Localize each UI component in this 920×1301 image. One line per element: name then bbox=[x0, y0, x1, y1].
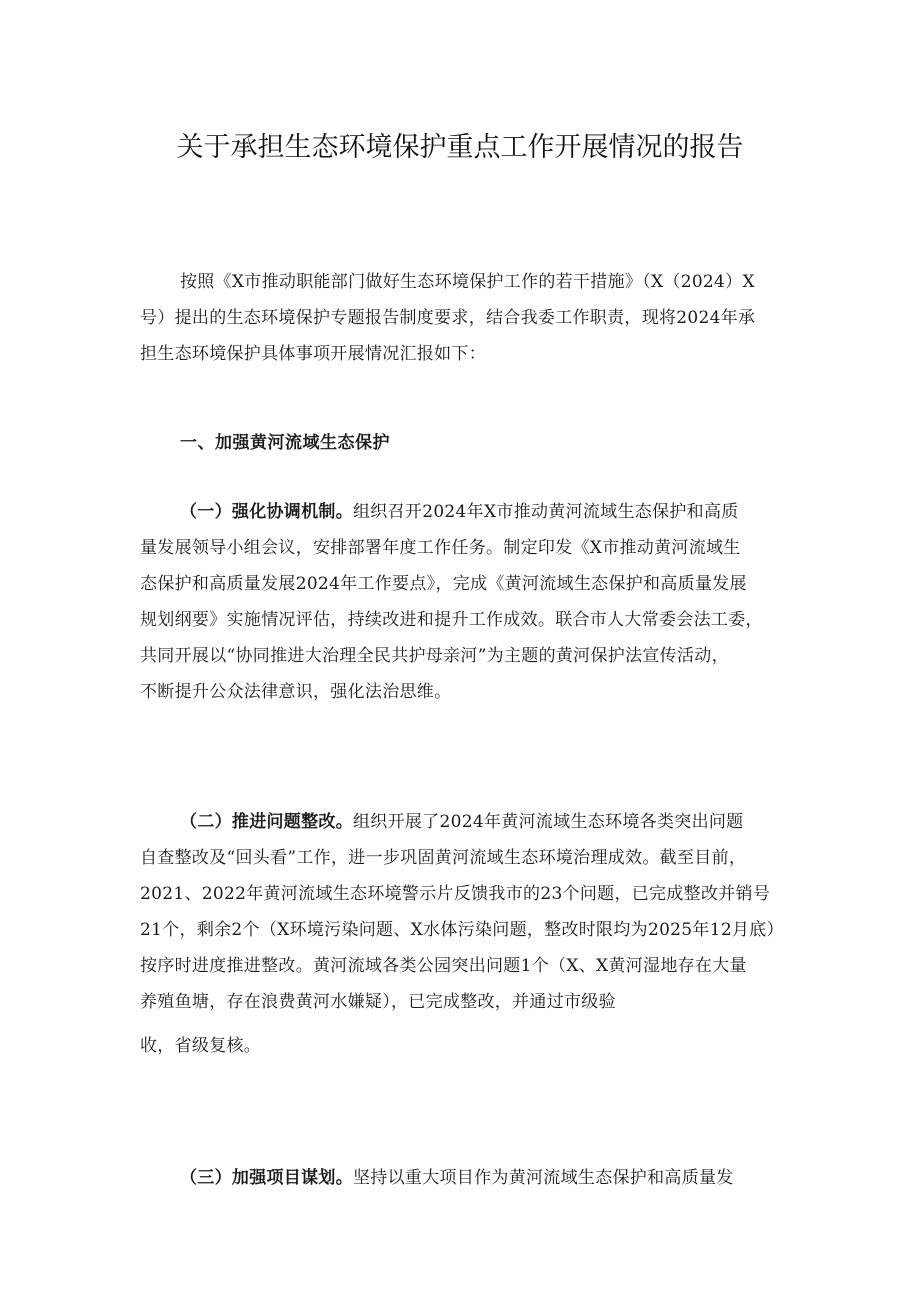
intro-paragraph bbox=[140, 264, 790, 372]
document-title: 关于承担生态环境保护重点工作开展情况的报告 bbox=[176, 132, 744, 163]
paragraph-line: 不断提升公众法律意识，强化法治思维。 bbox=[140, 682, 452, 702]
paragraph-line: 共同开展以“协同推进大治理全民共护母亲河”为主题的黄河保护法宣传活动， bbox=[140, 646, 729, 666]
paragraph-line: 按序时进度推进整改。黄河流域各类公园突出问题1个（X、X黄河湿地存在大量 bbox=[140, 956, 747, 976]
paragraph-first-line bbox=[140, 494, 790, 530]
paragraph-line: 态保护和高质量发展2024年工作要点》，完成《黄河流域生态保护和高质量发展 bbox=[140, 574, 747, 594]
paragraph-rectification bbox=[140, 804, 790, 1064]
paragraph-coordination bbox=[140, 494, 790, 710]
paragraph-line: 2021、2022年黄河流域生态环境警示片反馈我市的23个问题，已完成整改并销号 bbox=[140, 884, 771, 904]
paragraph-line: 养殖鱼塘，存在浪费黄河水嫌疑），已完成整改，并通过市级验 bbox=[140, 992, 616, 1012]
paragraph-line: 收，省级复核。 bbox=[140, 1036, 262, 1056]
paragraph-lead: （二）推进问题整改。 bbox=[180, 812, 353, 832]
intro-line: 号）提出的生态环境保护专题报告制度要求，结合我委工作职责，现将2024年承 bbox=[140, 308, 756, 328]
paragraph-text: 组织召开2024年X市推动黄河流域生态保护和高质 bbox=[353, 502, 739, 522]
paragraph-line: 自查整改及“回头看”工作，进一步巩固黄河流域生态环境治理成效。截至目前， bbox=[140, 848, 747, 868]
paragraph-first-line bbox=[140, 804, 790, 840]
paragraph-lead: （三）加强项目谋划。 bbox=[180, 1168, 353, 1188]
paragraph-line: 规划纲要》实施情况评估，持续改进和提升工作成效。联合市人大常委会法工委， bbox=[140, 610, 763, 630]
paragraph-first-line bbox=[140, 1160, 790, 1196]
intro-line: 担生态环境保护具体事项开展情况汇报如下： bbox=[140, 344, 486, 364]
paragraph-lead: （一）强化协调机制。 bbox=[180, 502, 353, 522]
section-heading: 一、加强黄河流域生态保护 bbox=[180, 433, 390, 453]
paragraph-line: 21个，剩余2个（X环境污染问题、X水体污染问题，整改时限均为2025年12月底） bbox=[140, 920, 784, 940]
paragraph-text: 坚持以重大项目作为黄河流域生态保护和高质量发 bbox=[353, 1168, 734, 1188]
intro-line: 按照《X市推动职能部门做好生态环境保护工作的若干措施》（X（2024）X bbox=[180, 272, 755, 292]
paragraph-projects bbox=[140, 1160, 790, 1196]
paragraph-line: 量发展领导小组会议，安排部署年度工作任务。制定印发《X市推动黄河流域生 bbox=[140, 538, 741, 558]
paragraph-text: 组织开展了2024年黄河流域生态环境各类突出问题 bbox=[353, 812, 744, 832]
